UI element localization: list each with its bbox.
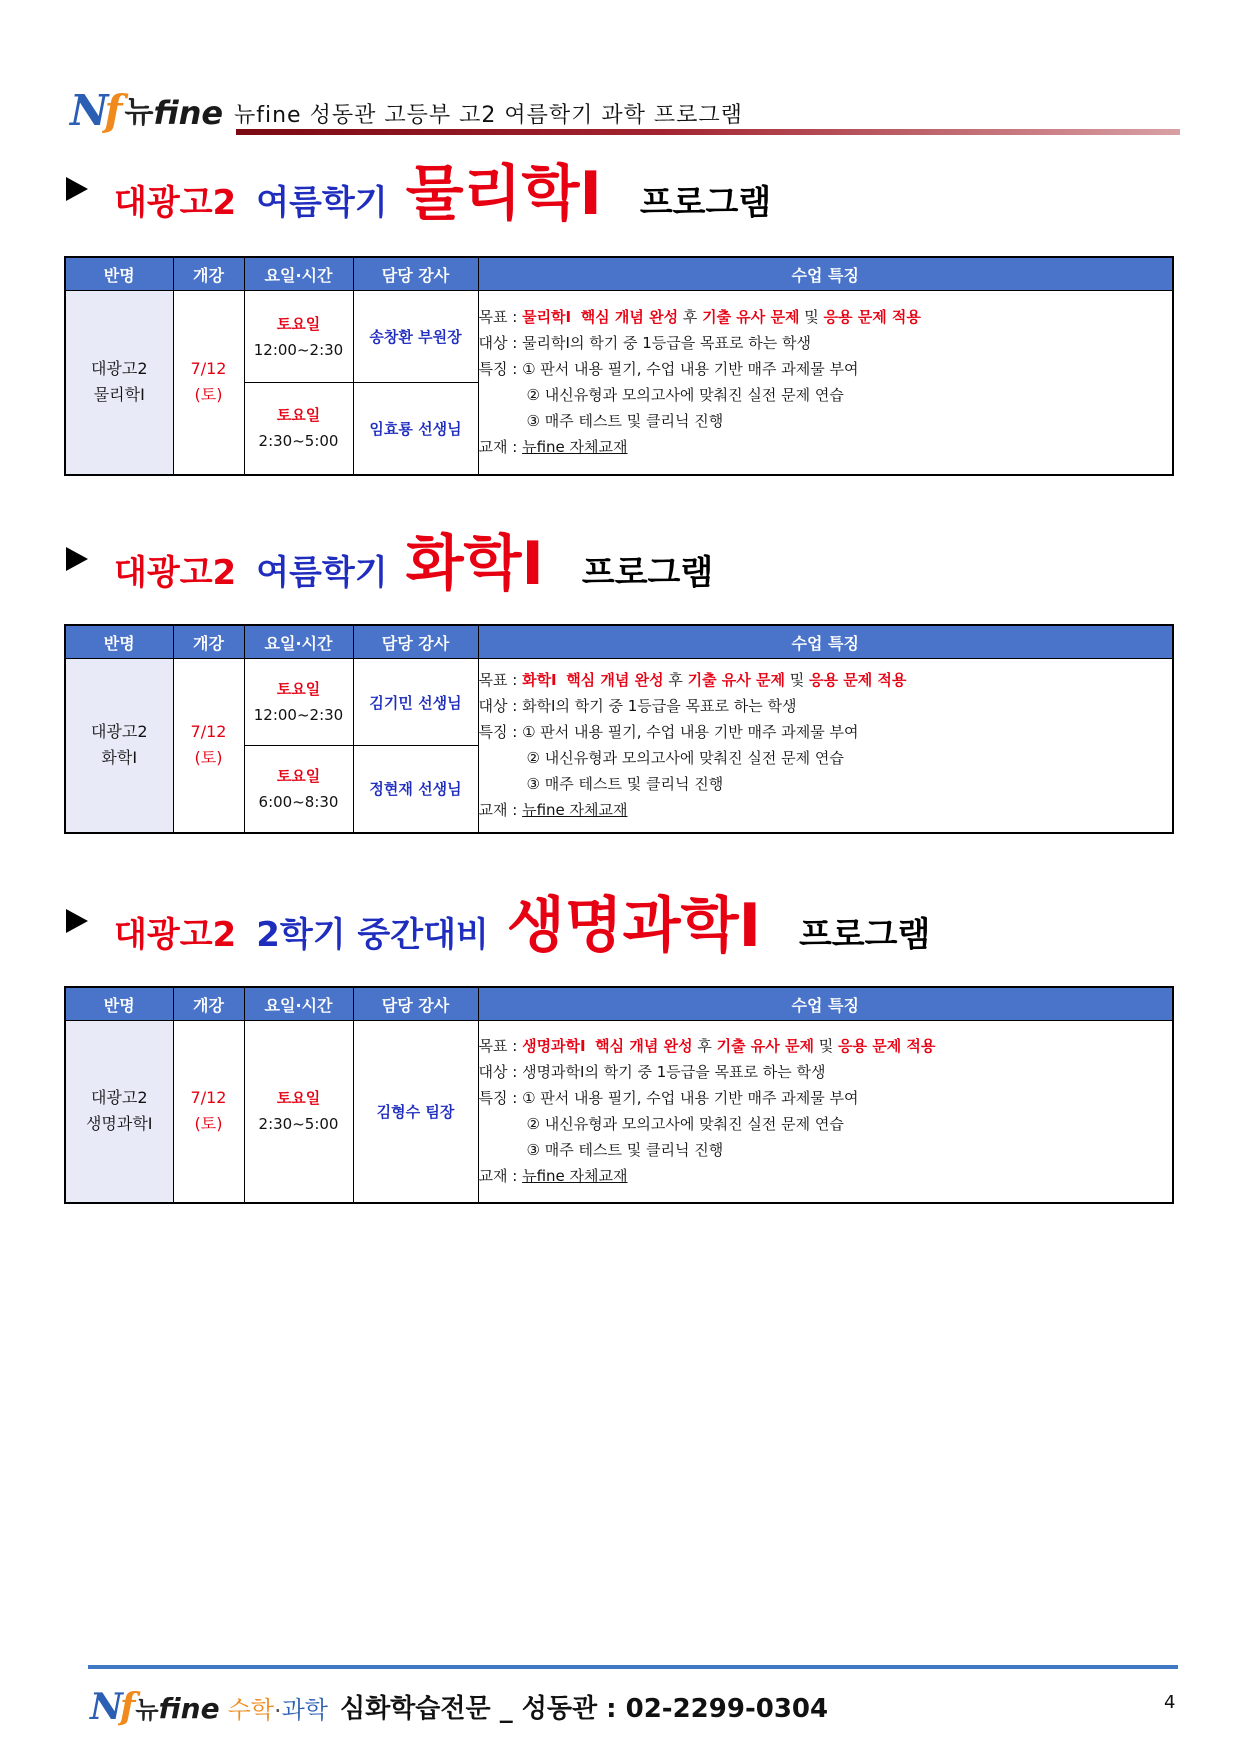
start-date: 7/12 — [190, 359, 227, 379]
logo-f: f — [104, 86, 123, 135]
book-name: 뉴fine 자체교재 — [522, 801, 628, 820]
col-header-features: 수업 특징 — [478, 257, 1173, 291]
goal-subject: 생명과학Ⅰ — [522, 1037, 586, 1056]
feature-2: ② 내신유형과 모의고사에 맞춰진 실전 문제 연습 — [526, 386, 844, 405]
heading-subject: 물리학Ⅰ — [405, 159, 602, 229]
goal-d: 및 — [799, 308, 824, 327]
class-line1: 대광고2 — [90, 1088, 148, 1108]
target-line: 대상 : 화학Ⅰ의 학기 중 1등급을 목표로 하는 학생 — [478, 697, 797, 716]
col-header-teacher: 담당 강사 — [353, 987, 478, 1021]
slot-time: 2:30~5:00 — [258, 1115, 339, 1134]
goal-e: 응용 문제 적용 — [823, 308, 921, 327]
col-header-features: 수업 특징 — [478, 987, 1173, 1021]
col-header-time: 요일·시간 — [244, 257, 353, 291]
logo-f: f — [119, 1686, 136, 1728]
time-cell — [244, 746, 353, 833]
section-heading-chemistry — [66, 516, 713, 602]
time-cell — [244, 1021, 353, 1203]
slot-day: 토요일 — [276, 766, 321, 785]
logo-fine: fine — [158, 1692, 220, 1725]
heading-subject: 화학Ⅰ — [405, 529, 544, 599]
class-line2: 물리학Ⅰ — [93, 385, 145, 405]
goal-b: 후 — [663, 671, 688, 690]
book-name: 뉴fine 자체교재 — [522, 1167, 628, 1186]
goal-e: 응용 문제 적용 — [838, 1037, 936, 1056]
logo-ko: 뉴 — [135, 1696, 159, 1724]
feature-3: ③ 매주 테스트 및 클리닉 진행 — [526, 1141, 724, 1160]
heading-term: 여름학기 — [256, 553, 388, 593]
goal-c: 기출 유사 문제 — [702, 308, 800, 327]
brand-logo — [70, 82, 224, 135]
start-date: 7/12 — [190, 722, 227, 742]
logo-n: N — [90, 1686, 123, 1728]
teacher-cell: 송창환 부원장 — [353, 291, 478, 383]
section-heading-physics — [66, 146, 771, 232]
col-header-start: 개강 — [173, 257, 244, 291]
start-day: (토) — [194, 385, 223, 405]
footer-contact: 심화학습전문 _ 성동관 : 02-2299-0304 — [339, 1694, 829, 1724]
goal-d: 및 — [813, 1037, 839, 1056]
features-cell — [478, 659, 1173, 833]
goal-line — [479, 667, 1173, 693]
col-header-start: 개강 — [173, 987, 244, 1021]
start-date-cell — [173, 659, 244, 833]
features-cell — [478, 1021, 1173, 1203]
goal-b: 후 — [692, 1037, 717, 1056]
goal-c: 기출 유사 문제 — [716, 1037, 814, 1056]
col-header-class: 반명 — [65, 987, 173, 1021]
time-cell — [244, 383, 353, 475]
teacher-cell: 김형수 팀장 — [353, 1021, 478, 1203]
features-cell — [478, 291, 1173, 475]
footer-math: 수학 — [227, 1696, 274, 1724]
heading-school: 대광고2 — [114, 183, 237, 223]
start-date: 7/12 — [190, 1088, 227, 1108]
goal-label: 목표 : — [478, 671, 523, 690]
goal-a: 핵심 개념 완성 — [566, 671, 664, 690]
program-table-chemistry — [64, 624, 1174, 834]
book-label: 교재 : — [478, 801, 523, 820]
goal-line — [479, 1033, 1173, 1059]
col-header-time: 요일·시간 — [244, 987, 353, 1021]
footer-divider — [88, 1665, 1178, 1669]
feature-2: ② 내신유형과 모의고사에 맞춰진 실전 문제 연습 — [526, 749, 844, 768]
col-header-class: 반명 — [65, 257, 173, 291]
time-cell — [244, 291, 353, 383]
heading-school: 대광고2 — [114, 915, 237, 955]
goal-label: 목표 : — [478, 308, 523, 327]
col-header-teacher: 담당 강사 — [353, 625, 478, 659]
col-header-class: 반명 — [65, 625, 173, 659]
class-line1: 대광고2 — [90, 359, 148, 379]
heading-term: 2학기 중간대비 — [256, 915, 489, 955]
program-table-physics — [64, 256, 1174, 476]
triangle-bullet-icon — [66, 909, 88, 933]
class-line2: 생명과학Ⅰ — [85, 1114, 153, 1134]
start-date-cell — [173, 1021, 244, 1203]
goal-e: 응용 문제 적용 — [809, 671, 907, 690]
feature-3: ③ 매주 테스트 및 클리닉 진행 — [526, 412, 724, 431]
teacher-cell: 정현재 선생님 — [353, 746, 478, 833]
footer-science: 과학 — [281, 1696, 328, 1724]
class-name-cell — [65, 1021, 173, 1203]
start-day: (토) — [194, 1114, 223, 1134]
feature-1: 특징 : ① 판서 내용 필기, 수업 내용 기반 매주 과제물 부여 — [478, 1089, 859, 1108]
header-divider — [236, 129, 1180, 135]
footer-logo — [90, 1686, 136, 1728]
heading-term: 여름학기 — [256, 183, 388, 223]
table-header-row — [65, 987, 1173, 1021]
feature-2: ② 내신유형과 모의고사에 맞춰진 실전 문제 연습 — [526, 1115, 844, 1134]
table-header-row — [65, 257, 1173, 291]
heading-program: 프로그램 — [798, 915, 931, 955]
target-line: 대상 : 물리학Ⅰ의 학기 중 1등급을 목표로 하는 학생 — [478, 334, 811, 353]
heading-subject: 생명과학Ⅰ — [506, 891, 761, 961]
goal-d: 및 — [785, 671, 810, 690]
book-line — [479, 797, 1173, 823]
heading-program: 프로그램 — [581, 553, 714, 593]
book-label: 교재 : — [478, 1167, 523, 1186]
goal-subject: 화학Ⅰ — [522, 671, 557, 690]
goal-subject: 물리학Ⅰ — [522, 308, 572, 327]
class-line2: 화학Ⅰ — [101, 748, 138, 768]
slot-day: 토요일 — [276, 1089, 321, 1108]
footer-dot: · — [273, 1697, 282, 1725]
target-line: 대상 : 생명과학Ⅰ의 학기 중 1등급을 목표로 하는 학생 — [478, 1063, 826, 1082]
teacher-cell: 김기민 선생님 — [353, 659, 478, 746]
col-header-start: 개강 — [173, 625, 244, 659]
start-day: (토) — [194, 748, 223, 768]
table-row — [65, 1021, 1173, 1203]
document-title: 뉴fine 성동관 고등부 고2 여름학기 과학 프로그램 — [234, 103, 743, 128]
slot-time: 6:00~8:30 — [258, 792, 339, 811]
page-footer — [90, 1686, 829, 1728]
slot-day: 토요일 — [276, 314, 321, 333]
col-header-time: 요일·시간 — [244, 625, 353, 659]
time-cell — [244, 659, 353, 746]
logo-fine: fine — [153, 94, 224, 132]
slot-time: 2:30~5:00 — [258, 432, 339, 451]
feature-1: 특징 : ① 판서 내용 필기, 수업 내용 기반 매주 과제물 부여 — [478, 723, 859, 742]
book-line — [479, 434, 1173, 460]
book-line — [479, 1163, 1173, 1189]
section-heading-biology — [66, 878, 930, 964]
logo-n: N — [70, 86, 109, 135]
class-name-cell — [65, 291, 173, 475]
slot-day: 토요일 — [276, 406, 321, 425]
goal-a: 핵심 개념 완성 — [595, 1037, 693, 1056]
goal-c: 기출 유사 문제 — [687, 671, 785, 690]
slot-time: 12:00~2:30 — [253, 706, 344, 724]
slot-time: 12:00~2:30 — [253, 340, 344, 359]
goal-label: 목표 : — [478, 1037, 523, 1056]
book-name: 뉴fine 자체교재 — [522, 438, 628, 457]
goal-b: 후 — [678, 308, 703, 327]
goal-line — [479, 304, 1173, 330]
start-date-cell — [173, 291, 244, 475]
col-header-teacher: 담당 강사 — [353, 257, 478, 291]
slot-day: 토요일 — [276, 680, 321, 698]
teacher-cell: 임효룡 선생님 — [353, 383, 478, 475]
page-number: 4 — [1164, 1692, 1176, 1713]
class-name-cell — [65, 659, 173, 833]
heading-program: 프로그램 — [639, 183, 772, 223]
triangle-bullet-icon — [66, 547, 88, 571]
col-header-features: 수업 특징 — [478, 625, 1173, 659]
heading-school: 대광고2 — [114, 553, 237, 593]
table-row — [65, 659, 1173, 746]
goal-a: 핵심 개념 완성 — [580, 308, 679, 327]
table-header-row — [65, 625, 1173, 659]
table-row — [65, 291, 1173, 383]
triangle-bullet-icon — [66, 177, 88, 201]
program-table-biology — [64, 986, 1174, 1204]
page-header — [70, 82, 1180, 138]
class-line1: 대광고2 — [90, 722, 148, 742]
book-label: 교재 : — [478, 438, 523, 457]
feature-3: ③ 매주 테스트 및 클리닉 진행 — [526, 775, 724, 794]
logo-ko: 뉴 — [124, 95, 154, 130]
feature-1: 특징 : ① 판서 내용 필기, 수업 내용 기반 매주 과제물 부여 — [478, 360, 859, 379]
